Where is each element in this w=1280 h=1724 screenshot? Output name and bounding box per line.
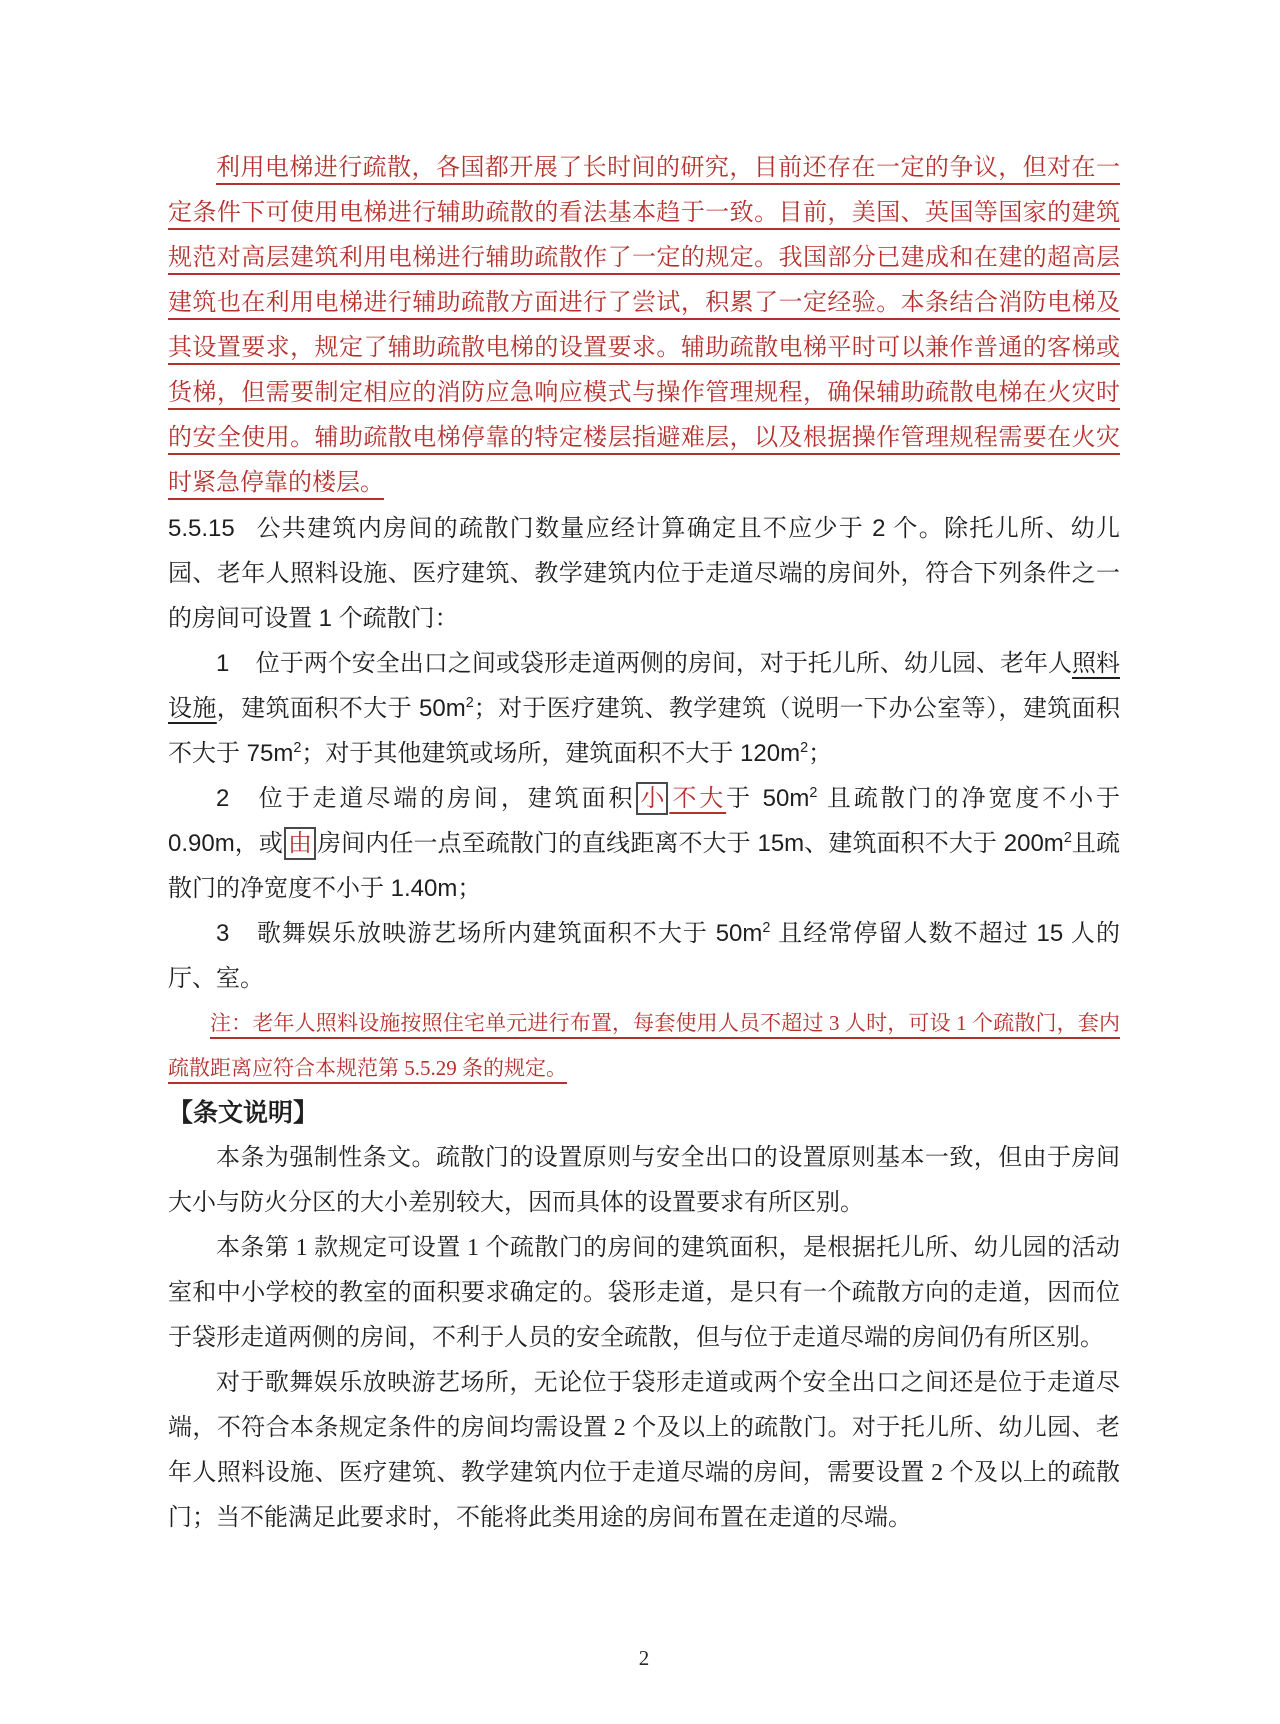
inserted-char-box: 由 bbox=[284, 827, 316, 860]
clause-number: 5.5.15 bbox=[168, 515, 235, 542]
item-text: ，建筑面积不大于 50m bbox=[216, 695, 466, 722]
item-text: 于 50m bbox=[726, 785, 810, 812]
clause-5-5-15 bbox=[168, 506, 1120, 641]
item-text: 且经常停留人数不超过 15 人的厅、室。 bbox=[168, 920, 1120, 992]
item-text: 歌舞娱乐放映游艺场所内建筑面积不大于 50m bbox=[255, 920, 763, 947]
page-content bbox=[168, 146, 1120, 1541]
item-number: 1 bbox=[216, 650, 230, 677]
inserted-char-box: 小 bbox=[636, 782, 668, 815]
commentary-paragraph-3: 对于歌舞娱乐放映游艺场所，无论位于袋形走道或两个安全出口之间还是位于走道尽端，不符合本条规定条件的房间均需设置 2 个及以上的疏散门。对于托儿所、幼儿园、老年人照料设施、医疗建筑、教学建筑内位于走道尽端的房间，需要设置 2 个及以上的疏散门；当不能满足此要求时，不能将此类用途的房间布置在走道的尽端。 bbox=[168, 1370, 1120, 1531]
item-text: ； bbox=[808, 740, 833, 767]
red-commentary-paragraph bbox=[168, 146, 1120, 506]
superscript-2: 2 bbox=[809, 785, 818, 801]
page-number: 2 bbox=[638, 1646, 650, 1670]
item-text: ；对于其他建筑或场所，建筑面积不大于 120m bbox=[301, 740, 801, 767]
item-text: ；对于医疗建筑、教学建筑（说明一下办公室等），建筑面积不大于 75m bbox=[168, 695, 1121, 767]
item-text: 且疏散门的净宽度不小于 1.40m； bbox=[168, 830, 1121, 902]
clause-item-1 bbox=[168, 641, 1120, 776]
item-text: 且疏散门的净宽度不小于 0.90m，或 bbox=[168, 785, 1121, 857]
clause-intro-text: 公共建筑内房间的疏散门数量应经计算确定且不应少于 2 个。除托儿所、幼儿园、老年人照料设施、医疗建筑、教学建筑内位于走道尽端的房间外，符合下列条件之一的房间可设置 1 个疏散门： bbox=[168, 515, 1120, 632]
superscript-2: 2 bbox=[1063, 830, 1072, 846]
commentary-heading: 【条文说明】 bbox=[168, 1099, 319, 1127]
clause-item-3 bbox=[168, 911, 1120, 1001]
commentary-paragraph-2: 本条第 1 款规定可设置 1 个疏散门的房间的建筑面积，是根据托儿所、幼儿园的活动室和中小学校的教室的面积要求确定的。袋形走道，是只有一个疏散方向的走道，因而位于袋形走道两侧的房间，不利于人员的安全疏散，但与位于走道尽端的房间仍有所区别。 bbox=[168, 1235, 1120, 1351]
underlined-revision-text: 照料设施 bbox=[168, 650, 1121, 722]
item-number: 3 bbox=[216, 920, 230, 947]
red-commentary-text: 利用电梯进行疏散，各国都开展了长时间的研究，目前还存在一定的争议，但对在一定条件下可使用电梯进行辅助疏散的看法基本趋于一致。目前，美国、英国等国家的建筑规范对高层建筑利用电梯进行辅助疏散作了一定的规定。我国部分已建成和在建的超高层建筑也在利用电梯进行辅助疏散方面进行了尝试，积累了一定经验。本条结合消防电梯及其设置要求，规定了辅助疏散电梯的设置要求。辅助疏散电梯平时可以兼作普通的客梯或货梯，但需要制定相应的消防应急响应模式与操作管理规程，确保辅助疏散电梯在火灾时的安全使用。辅助疏散电梯停靠的特定楼层指避难层，以及根据操作管理规程需要在火灾时紧急停靠的楼层。 bbox=[168, 155, 1120, 496]
item-text: 位于两个安全出口之间或袋形走道两侧的房间，对于托儿所、幼儿园、老年人 bbox=[255, 650, 1072, 677]
clause-note bbox=[168, 1001, 1120, 1091]
item-text: 房间内任一点至疏散门的直线距离不大于 15m、建筑面积不大于 200m bbox=[316, 830, 1064, 857]
superscript-2: 2 bbox=[762, 920, 771, 936]
item-number: 2 bbox=[216, 785, 230, 812]
superscript-2: 2 bbox=[800, 740, 809, 756]
item-text: 位于走道尽端的房间，建筑面积 bbox=[255, 785, 636, 812]
commentary-paragraph-1: 本条为强制性条文。疏散门的设置原则与安全出口的设置原则基本一致，但由于房间大小与防火分区的大小差别较大，因而具体的设置要求有所区别。 bbox=[168, 1145, 1120, 1216]
superscript-2: 2 bbox=[293, 740, 302, 756]
revision-marked-text: 不大 bbox=[669, 785, 727, 812]
clause-item-2 bbox=[168, 776, 1120, 911]
superscript-2: 2 bbox=[465, 695, 474, 711]
note-text: 注：老年人照料设施按照住宅单元进行布置，每套使用人员不超过 3 人时，可设 1 个疏散门，套内疏散距离应符合本规范第 5.5.29 条的规定。 bbox=[168, 1011, 1120, 1080]
